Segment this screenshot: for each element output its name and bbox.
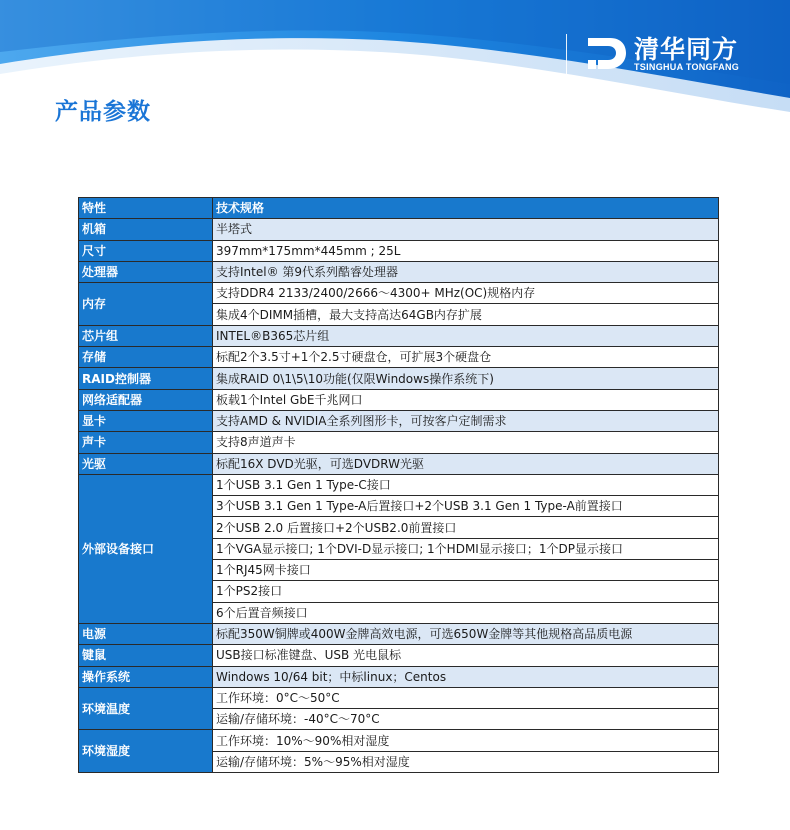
spec-value: USB接口标准键盘、USB 光电鼠标 [213,645,719,666]
table-row [79,687,719,708]
spec-label: 存储 [79,347,213,368]
spec-value: 工作环境：0°C～50°C [213,687,719,708]
table-row [79,389,719,410]
spec-value: 2个USB 2.0 后置接口+2个USB2.0前置接口 [213,517,719,538]
spec-table [78,197,719,773]
spec-value: 标配350W铜牌或400W金牌高效电源，可选650W金牌等其他规格高品质电源 [213,623,719,644]
spec-value: 1个USB 3.1 Gen 1 Type-C接口 [213,474,719,495]
header-spec: 技术规格 [213,198,719,219]
spec-value: 397mm*175mm*445mm ; 25L [213,240,719,261]
table-row [79,219,719,240]
brand-name-en: TSINGHUA TONGFANG [634,62,740,72]
table-row [79,261,719,282]
spec-value: 集成RAID 0\1\5\10功能(仅限Windows操作系统下) [213,368,719,389]
header-feature: 特性 [79,198,213,219]
table-row [79,368,719,389]
spec-value: 3个USB 3.1 Gen 1 Type-A后置接口+2个USB 3.1 Gen 1 Type-A前置接口 [213,496,719,517]
table-row [79,240,719,261]
spec-value: 集成4个DIMM插槽，最大支持高达64GB内存扩展 [213,304,719,325]
page-title: 产品参数 [55,99,151,125]
spec-label: 声卡 [79,432,213,453]
spec-label: 环境湿度 [79,730,213,773]
spec-label: 处理器 [79,261,213,282]
spec-label: 环境温度 [79,687,213,730]
spec-label: 芯片组 [79,325,213,346]
spec-label: 外部设备接口 [79,474,213,623]
spec-value: 支持AMD & NVIDIA全系列图形卡，可按客户定制需求 [213,410,719,431]
spec-label: 显卡 [79,410,213,431]
logo-divider [566,34,567,74]
spec-value: INTEL®B365芯片组 [213,325,719,346]
spec-label: 网络适配器 [79,389,213,410]
spec-value: 半塔式 [213,219,719,240]
table-row [79,645,719,666]
table-row [79,325,719,346]
spec-value: 工作环境：10%～90%相对湿度 [213,730,719,751]
table-row [79,730,719,751]
spec-label: 光驱 [79,453,213,474]
brand-name-cn: 清华同方 [634,35,739,64]
spec-value: 运输/存储环境：-40°C～70°C [213,709,719,730]
spec-label: 尺寸 [79,240,213,261]
table-row [79,623,719,644]
spec-value: Windows 10/64 bit；中标linux；Centos [213,666,719,687]
table-row [79,410,719,431]
spec-label: 电源 [79,623,213,644]
spec-label: 操作系统 [79,666,213,687]
tongfang-logo-icon [586,32,628,74]
spec-value: 运输/存储环境：5%～95%相对湿度 [213,751,719,772]
table-row [79,666,719,687]
spec-value: 1个VGA显示接口; 1个DVI-D显示接口; 1个HDMI显示接口；1个DP显示接口 [213,538,719,559]
spec-value: 1个PS2接口 [213,581,719,602]
table-row [79,347,719,368]
spec-label: 内存 [79,283,213,326]
spec-value: 1个RJ45网卡接口 [213,560,719,581]
spec-value: 板载1个Intel GbE千兆网口 [213,389,719,410]
spec-label: 键鼠 [79,645,213,666]
spec-value: 支持8声道声卡 [213,432,719,453]
table-row [79,474,719,495]
table-row [79,453,719,474]
table-row [79,432,719,453]
table-row [79,283,719,304]
spec-value: 标配2个3.5寸+1个2.5寸硬盘仓，可扩展3个硬盘仓 [213,347,719,368]
spec-value: 标配16X DVD光驱，可选DVDRW光驱 [213,453,719,474]
brand-logo [586,30,766,78]
spec-label: RAID控制器 [79,368,213,389]
spec-label: 机箱 [79,219,213,240]
spec-value: 6个后置音频接口 [213,602,719,623]
spec-value: 支持DDR4 2133/2400/2666～4300+ MHz(OC)规格内存 [213,283,719,304]
spec-value: 支持Intel® 第9代系列酷睿处理器 [213,261,719,282]
table-header-row [79,198,719,219]
spec-table-body [79,198,719,773]
